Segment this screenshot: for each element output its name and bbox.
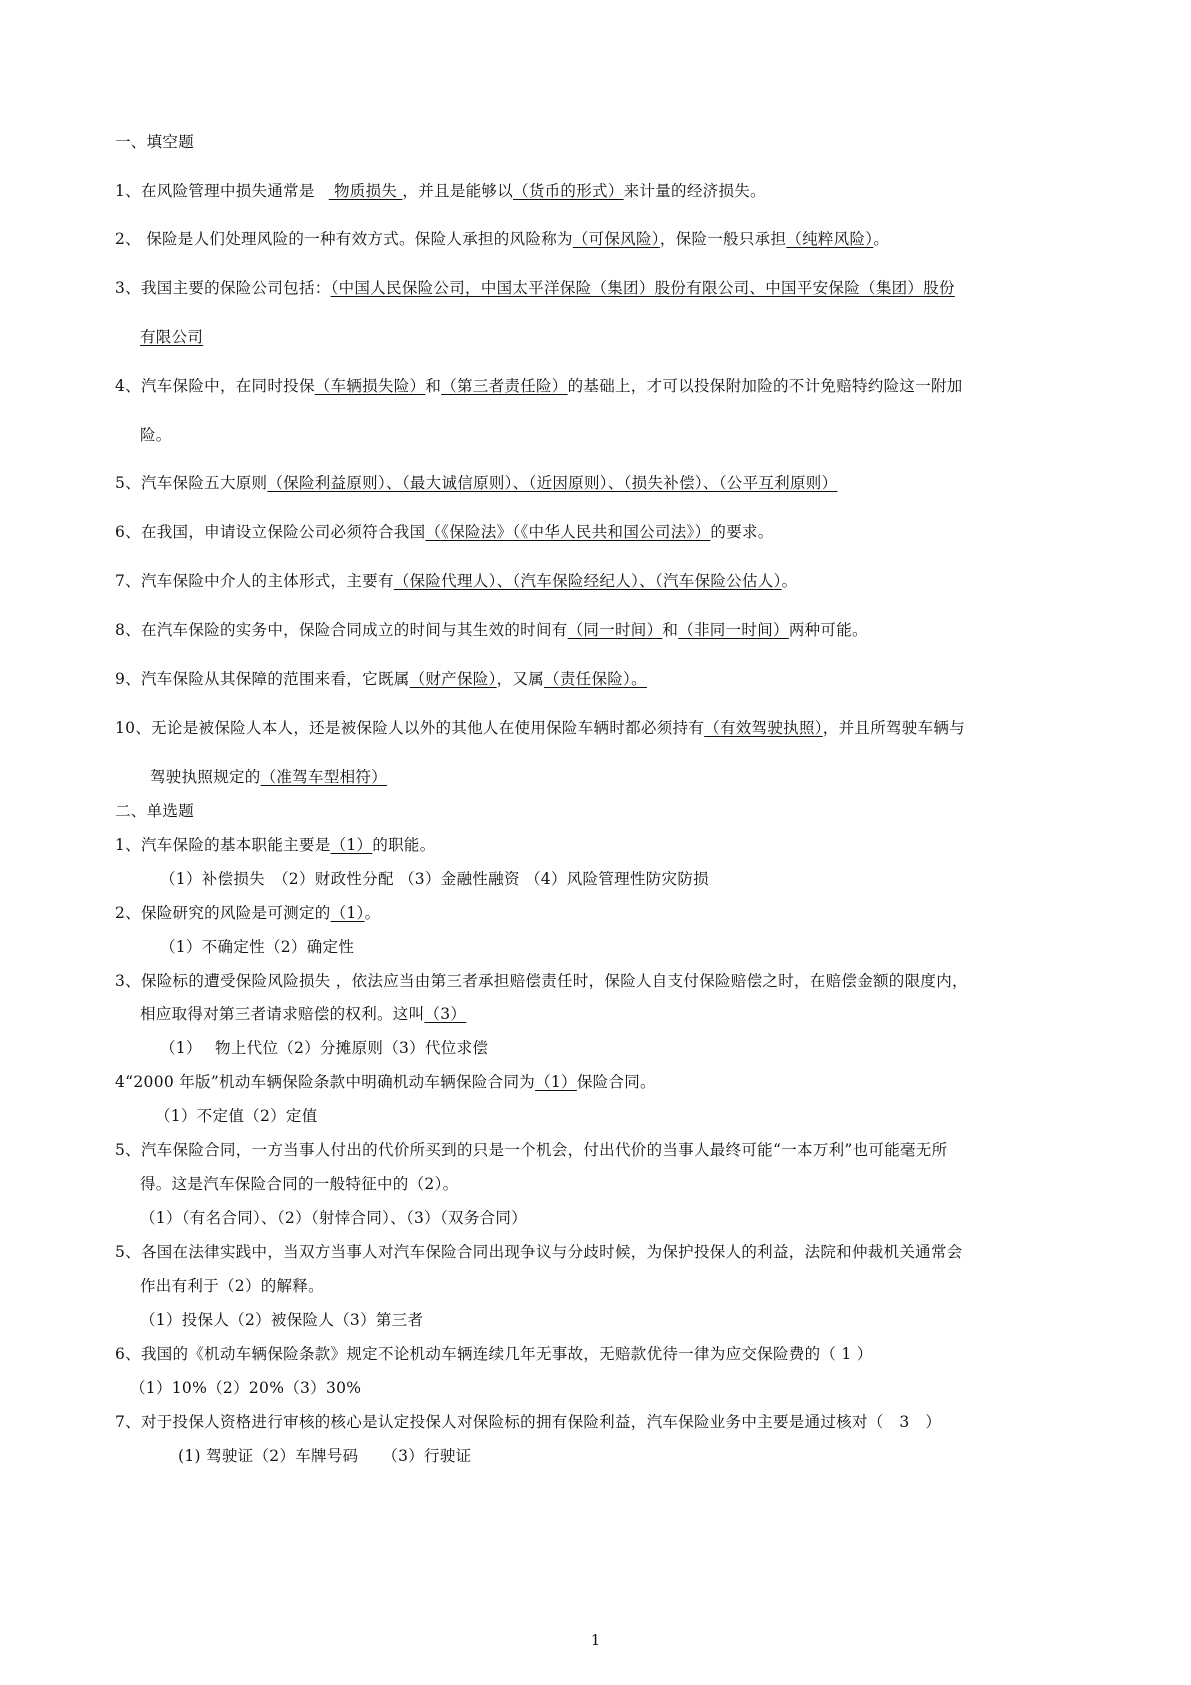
- question-text: 两种可能。: [788, 621, 868, 639]
- question-text: 和: [662, 621, 679, 639]
- question-text: 4“2000 年版”机动车辆保险条款中明确机动车辆保险合同为: [115, 1073, 536, 1091]
- fill-question-1: [115, 180, 766, 202]
- question-text: ，并且所驾驶车辆与: [822, 719, 965, 737]
- question-text: ，保险一般只承担: [659, 230, 787, 248]
- choice-options-1: （1）补偿损失 （2）财政性分配 （3）金融性融资 （4）风险管理性防灾防损: [160, 870, 709, 888]
- choice-options-2: （1）不确定性（2）确定性: [160, 938, 355, 956]
- fill-question-8: [115, 619, 868, 641]
- choice-question-7: 7、对于投保人资格进行审核的核心是认定投保人对保险标的拥有保险利益，汽车保险业务中主要是通过核对（ 3 ）: [115, 1413, 942, 1431]
- question-text: 2、 保险是人们处理风险的一种有效方式。保险人承担的风险称为: [115, 230, 573, 248]
- question-text: 7、汽车保险中介人的主体形式，主要有: [115, 572, 394, 590]
- answer-blank: （纯粹风险）: [786, 230, 874, 248]
- choice-options-6: （1）10%（2）20%（3）30%: [130, 1379, 362, 1397]
- choice-question-3: 3、保险标的遭受保险风险损失 ，依法应当由第三者承担赔偿责任时，保险人自支付保险赔偿之时，在赔偿金额的限度内，: [115, 972, 968, 990]
- question-text: 。: [364, 904, 381, 922]
- fill-question-4-continued: 险。: [140, 426, 172, 444]
- question-text: 4、汽车保险中，在同时投保: [115, 377, 315, 395]
- answer-blank: （财产保险）: [409, 670, 497, 688]
- fill-question-2: [115, 228, 889, 250]
- question-text: 8、在汽车保险的实务中，保险合同成立的时间与其生效的时间有: [115, 621, 568, 639]
- choice-options-4: （1）不定值（2）定值: [155, 1107, 318, 1125]
- question-text: 1、汽车保险的基本职能主要是: [115, 836, 331, 854]
- answer-blank: （非同一时间）: [678, 621, 789, 639]
- question-text: 相应取得对第三者请求赔偿的权利。这叫: [140, 1005, 425, 1023]
- page-number: 1: [590, 1631, 601, 1649]
- question-text: ，并且是能够以: [402, 182, 514, 200]
- answer-blank: （责任保险）。: [544, 670, 647, 688]
- answer-blank: （准驾车型相符）: [260, 768, 388, 786]
- question-text: 10、无论是被保险人本人，还是被保险人以外的其他人在使用保险车辆时都必须持有: [115, 719, 705, 737]
- choice-options-3: （1） 物上代位（2）分摊原则（3）代位求偿: [160, 1039, 489, 1057]
- choice-question-3-continued: [140, 1003, 466, 1025]
- question-text: 的要求。: [710, 523, 774, 541]
- choice-question-1: [115, 834, 436, 856]
- fill-question-6: [115, 521, 774, 543]
- question-text: 2、保险研究的风险是可测定的: [115, 904, 331, 922]
- question-text: 。: [873, 230, 890, 248]
- section-title-fill-in: 一、填空题: [115, 133, 195, 151]
- choice-question-4: [115, 1071, 656, 1093]
- question-text: 驾驶执照规定的: [150, 768, 261, 786]
- answer-blank: （车辆损失险）: [314, 377, 426, 395]
- choice-question-5a: 5、汽车保险合同，一方当事人付出的代价所买到的只是一个机会，付出代价的当事人最终可能“一本万利”也可能毫无所: [115, 1141, 948, 1159]
- answer-blank: （《保险法》（《中华人民共和国公司法》）: [425, 523, 711, 541]
- answer-blank: （保险代理人）、（汽车保险经纪人）、（汽车保险公估人）: [393, 572, 782, 590]
- fill-question-5: [115, 472, 837, 494]
- fill-question-7: [115, 570, 797, 592]
- fill-question-3: [115, 277, 955, 299]
- answer-blank: （货币的形式）: [513, 182, 624, 200]
- question-text: 9、汽车保险从其保障的范围来看，它既属: [115, 670, 410, 688]
- fill-question-10-continued: [150, 766, 387, 788]
- choice-options-7: (1) 驾驶证（2）车牌号码 （3）行驶证: [178, 1447, 472, 1465]
- question-text: 6、在我国，申请设立保险公司必须符合我国: [115, 523, 426, 541]
- answer-blank: 物质损失: [328, 182, 403, 200]
- question-text: 3、我国主要的保险公司包括：: [115, 279, 331, 297]
- answer-blank: （可保风险）: [572, 230, 660, 248]
- choice-options-5a: （1）（有名合同）、（2）（射悻合同）、（3）（双务合同）: [140, 1209, 528, 1227]
- question-text: 来计量的经济损失。: [623, 182, 766, 200]
- question-text: 1、在风险管理中损失通常是: [115, 182, 315, 200]
- question-text: 的基础上，才可以投保附加险的不计免赔特约险这一附加: [567, 377, 963, 395]
- answer-blank: （有效驾驶执照）: [704, 719, 823, 737]
- question-text: 的职能。: [372, 836, 436, 854]
- choice-question-5b: 5、各国在法律实践中，当双方当事人对汽车保险合同出现争议与分歧时候，为保护投保人的利益，法院和仲裁机关通常会: [115, 1243, 963, 1261]
- fill-question-10: [115, 717, 965, 739]
- answer-blank: （1）: [330, 836, 373, 854]
- choice-options-5b: （1）投保人（2）被保险人（3）第三者: [140, 1311, 424, 1329]
- answer-blank: （同一时间）: [567, 621, 663, 639]
- choice-question-5a-continued: 得。这是汽车保险合同的一般特征中的（2）。: [140, 1175, 459, 1193]
- answer-blank: （3）: [424, 1005, 467, 1023]
- fill-question-3-continued: 有限公司: [140, 328, 204, 346]
- choice-question-2: [115, 902, 380, 924]
- section-title-single-choice: 二、单选题: [115, 802, 195, 820]
- fill-question-9: [115, 668, 647, 690]
- question-text: 5、汽车保险五大原则: [115, 474, 268, 492]
- question-text: ，又属: [496, 670, 545, 688]
- answer-blank: （1）: [535, 1073, 577, 1091]
- answer-blank: （保险利益原则）、（最大诚信原则）、（近因原则）、（损失补偿）、（公平互利原则）: [267, 474, 838, 492]
- choice-question-5b-continued: 作出有利于（2）的解释。: [140, 1277, 324, 1295]
- fill-question-4: [115, 375, 963, 397]
- question-text: 保险合同。: [576, 1073, 656, 1091]
- answer-blank: （1）: [330, 904, 365, 922]
- question-text: 。: [781, 572, 798, 590]
- answer-blank: （第三者责任险）: [441, 377, 568, 395]
- question-text: 和: [425, 377, 442, 395]
- answer-blank: （中国人民保险公司，中国太平洋保险（集团）股份有限公司、中国平安保险（集团）股份: [330, 279, 955, 297]
- choice-question-6: 6、我国的《机动车辆保险条款》规定不论机动车辆连续几年无事故，无赔款优待一律为应交保险费的（ 1 ）: [115, 1345, 873, 1363]
